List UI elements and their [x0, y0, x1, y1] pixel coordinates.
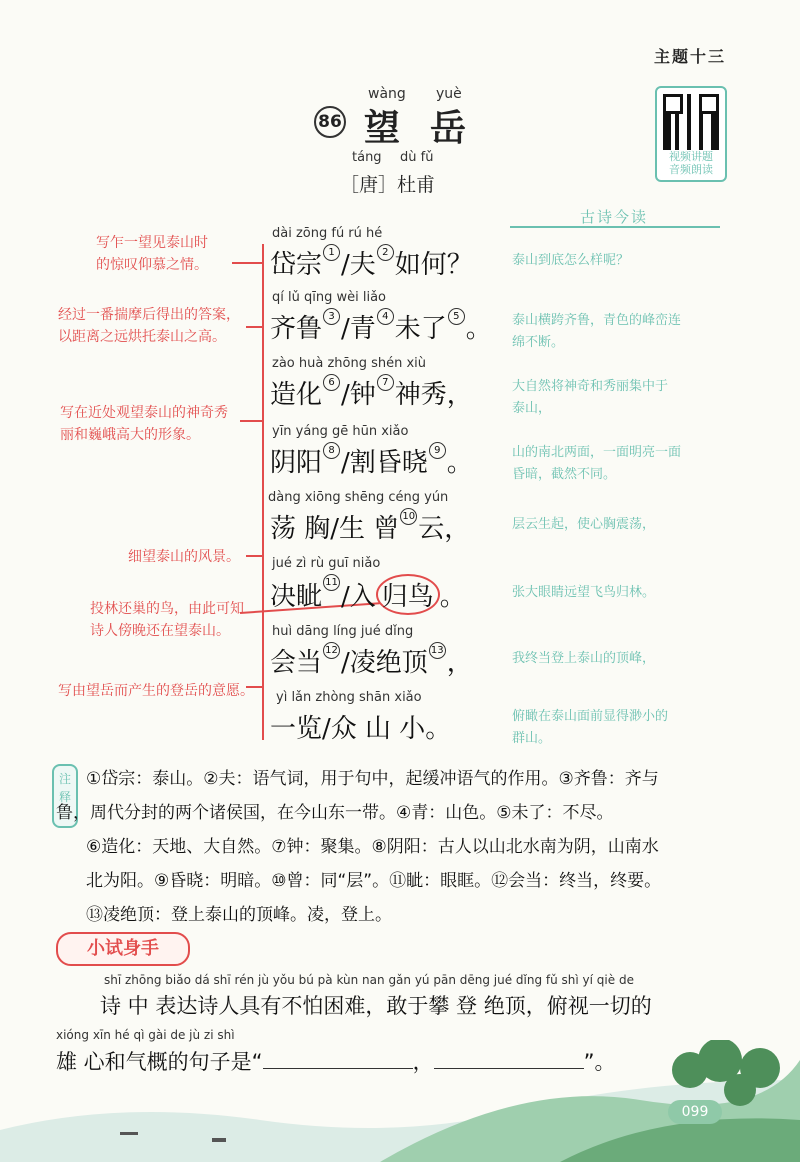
- note-line: ⑥造化：天地、大自然。⑦钟：聚集。⑧阴阳：古人以山北水南为阴，山南水: [86, 837, 659, 857]
- qr-caption-video: 视频讲题: [669, 150, 713, 163]
- poem-line: 荡 胸/生 曾 10 云，: [270, 508, 470, 545]
- title-char-2: 岳: [430, 107, 467, 149]
- poem-pinyin: yì lǎn zhòng shān xiǎo: [276, 690, 422, 705]
- translation-note: 泰山到底怎么样呢？: [512, 253, 630, 268]
- exercise-line: 诗 中 表达诗人具有不怕困难，敢于攀 登 绝顶，俯视一切的: [100, 994, 652, 1018]
- circled-phrase: 归鸟: [376, 574, 440, 615]
- title-char-1: 望: [364, 107, 401, 149]
- poem-line: 岱宗 1 /夫 2 如何？: [270, 244, 473, 281]
- red-note: 投林还巢的鸟，由此可知 诗人傍晚还在望泰山。: [90, 601, 244, 639]
- author-line: ［唐］杜甫: [340, 174, 436, 196]
- poem-line: 决眦 11 /入 归鸟 。: [270, 574, 466, 615]
- exercise-pinyin: shī zhōng biǎo dá shī rén jù yǒu bú pà kùn nan gǎn yú pān dēng jué dǐng fǔ shì yí qiè de: [104, 973, 634, 987]
- theme-label: 主题十三: [653, 47, 726, 66]
- poem-pinyin: yīn yáng gē hūn xiǎo: [272, 424, 409, 439]
- note-line: ①岱宗：泰山。②夫：语气词，用于句中，起缓冲语气的作用。③齐鲁：齐与: [86, 769, 659, 789]
- poem-line: 齐鲁 3 /青 4 未了 5 。: [270, 308, 492, 345]
- title-pinyin-1: wàng: [368, 86, 406, 102]
- title-pinyin-2: yuè: [436, 86, 462, 102]
- note-line: 北为阳。⑨昏晓：明暗。⑩曾：同“层”。⑪眦：眼眶。⑫会当：终当，终要。: [86, 871, 662, 891]
- red-note: 细望泰山的风景。: [128, 549, 240, 565]
- qr-caption-audio: 音频朗读: [669, 163, 713, 176]
- poem-pinyin: huì dāng líng jué dǐng: [272, 624, 414, 639]
- modern-reading-title: 古诗今读: [580, 208, 649, 226]
- exercise-line: 雄 心和气概的句子是“ ， ”。: [56, 1050, 616, 1074]
- poem-line: 阴阳 8 /割昏晓 9 。: [270, 442, 473, 479]
- qr-icon: [663, 94, 719, 150]
- translation-note: 俯瞰在泰山面前显得渺小的 群山。: [512, 709, 669, 746]
- note-line: 鲁，周代分封的两个诸侯国，在今山东一带。④青：山色。⑤未了：不尽。: [56, 803, 614, 823]
- modern-reading-underline: [510, 226, 720, 228]
- poem-pinyin: qí lǔ qīng wèi liǎo: [272, 290, 386, 305]
- exercise-banner: 小试身手: [56, 932, 190, 966]
- red-connector: [246, 326, 262, 328]
- poem-number: 86: [314, 106, 346, 138]
- poem-pinyin: jué zì rù guī niǎo: [272, 556, 381, 571]
- poem-pinyin: dàng xiōng shēng céng yún: [268, 490, 449, 505]
- translation-note: 山的南北两面，一面明亮一面 昏暗，截然不同。: [512, 445, 682, 482]
- translation-note: 泰山横跨齐鲁，青色的峰峦连 绵不断。: [512, 313, 682, 350]
- red-note: 经过一番揣摩后得出的答案， 以距离之远烘托泰山之高。: [58, 307, 240, 345]
- poem-pinyin: zào huà zhōng shén xiù: [272, 356, 427, 371]
- translation-note: 我终当登上泰山的顶峰，: [512, 651, 656, 666]
- red-connector: [240, 420, 262, 422]
- poem-line: 一览/众 山 小。: [270, 714, 452, 744]
- red-note: 写在近处观望泰山的神奇秀 丽和巍峨高大的形象。: [60, 405, 228, 443]
- red-note: 写乍一望见泰山时 的惊叹仰慕之情。: [96, 235, 208, 273]
- author-pinyin-1: táng: [352, 150, 382, 165]
- red-connector: [232, 262, 262, 264]
- author-pinyin-2: dù fǔ: [400, 150, 434, 165]
- qr-code[interactable]: [655, 86, 727, 182]
- poem-line: 造化 6 /钟 7 神秀，: [270, 374, 473, 411]
- red-bracket-line: [262, 244, 264, 740]
- poem-pinyin: dài zōng fú rú hé: [272, 226, 383, 241]
- red-note: 写由望岳而产生的登岳的意愿。: [58, 683, 254, 699]
- qr-caption: [657, 150, 725, 176]
- translation-note: 大自然将神奇和秀丽集中于 泰山，: [512, 379, 669, 416]
- red-connector: [246, 555, 262, 557]
- translation-note: 张大眼睛远望飞鸟归林。: [512, 585, 656, 600]
- notes-label: 注释: [52, 764, 78, 828]
- note-line: ⑬凌绝顶：登上泰山的顶峰。凌，登上。: [86, 905, 392, 925]
- page-number: 099: [668, 1100, 722, 1124]
- exercise-pinyin: xióng xīn hé qì gài de jù zi shì: [56, 1028, 235, 1042]
- poem-line: 会当 12 /凌绝顶 13 ，: [270, 642, 473, 679]
- translation-note: 层云生起，使心胸震荡，: [512, 517, 656, 532]
